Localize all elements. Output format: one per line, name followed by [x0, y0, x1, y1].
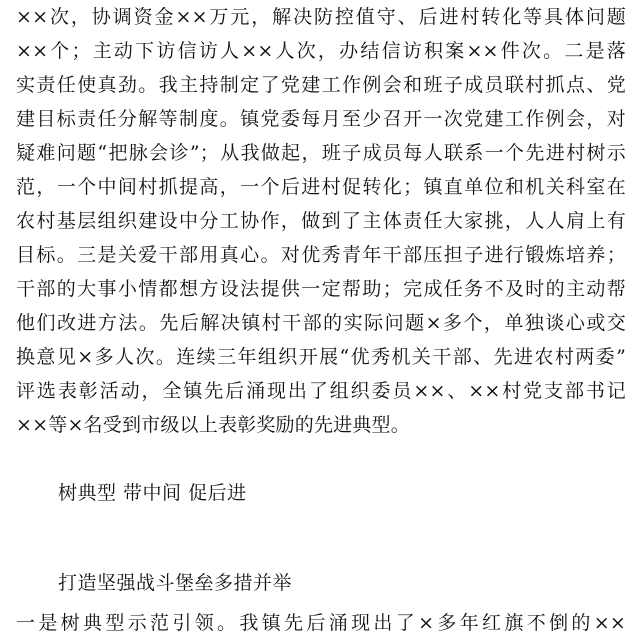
paragraph1-line-11: 换意见×多人次。连续三年组织开展“优秀机关干部、先进农村两委”: [16, 346, 626, 368]
paragraph1-line-4: 建目标责任分解等制度。镇党委每月至少召开一次党建工作例会，对: [16, 108, 626, 130]
paragraph1-line-10: 他们改进方法。先后解决镇村干部的实际问题×多个，单独谈心或交: [16, 312, 626, 334]
paragraph1-line-7: 农村基层组织建设中分工协作，做到了主体责任大家挑，人人肩上有: [16, 210, 626, 232]
paragraph1-line-9: 干部的大事小情都想方设法提供一定帮助；完成任务不及时的主动帮: [16, 278, 626, 300]
section-heading-1: 树典型 带中间 促后进: [58, 482, 247, 504]
paragraph1-line-3: 实责任使真劲。我主持制定了党建工作例会和班子成员联村抓点、党: [16, 74, 626, 96]
paragraph2-line-1: 一是树典型示范引领。我镇先后涌现出了×多年红旗不倒的××: [16, 612, 626, 634]
paragraph1-line-6: 范，一个中间村抓提高，一个后进村促转化；镇直单位和机关科室在: [16, 176, 626, 198]
section-heading-2: 打造坚强战斗堡垒多措并举: [58, 572, 293, 594]
paragraph1-line-2: ××个；主动下访信访人××人次，办结信访积案××件次。二是落: [16, 40, 626, 62]
paragraph1-line-8: 目标。三是关爱干部用真心。对优秀青年干部压担子进行锻炼培养；: [16, 244, 626, 266]
paragraph1-line-5: 疑难问题“把脉会诊”；从我做起，班子成员每人联系一个先进村树示: [16, 142, 626, 164]
paragraph1-line-12: 评选表彰活动，全镇先后涌现出了组织委员××、××村党支部书记: [16, 380, 626, 402]
paragraph1-line-1: ××次，协调资金××万元，解决防控值守、后进村转化等具体问题: [16, 6, 626, 28]
paragraph1-line-13: ××等×名受到市级以上表彰奖励的先进典型。: [16, 414, 410, 436]
